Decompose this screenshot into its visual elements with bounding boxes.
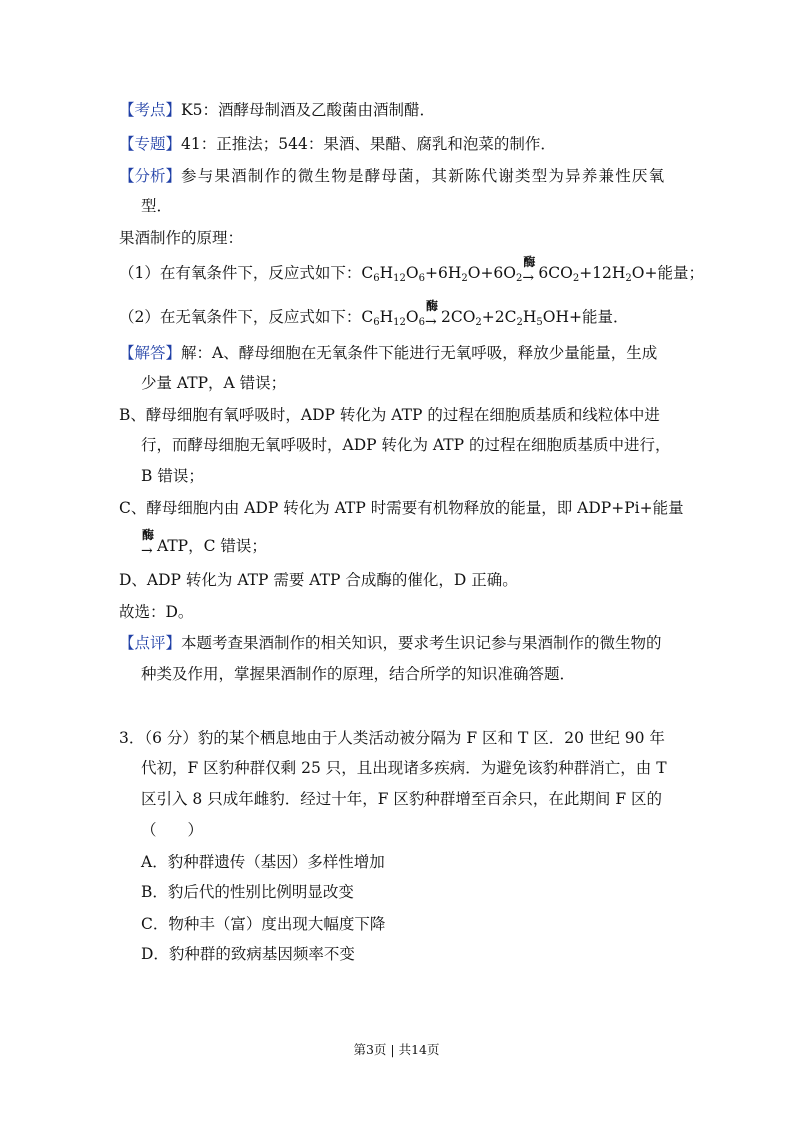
fenxi-text-1: 参与果酒制作的微生物是酵母菌，其新陈代谢类型为异养兼性厌氧 (181, 167, 666, 185)
jieda-text-c2: ATP，C 错误； (157, 537, 267, 555)
enzyme-arrow-icon: 酶 → (522, 255, 536, 286)
principle-title: 果酒制作的原理： (119, 229, 244, 247)
enzyme-arrow-icon: 酶 → (141, 528, 155, 559)
equation-2 (119, 299, 629, 330)
jieda-text-a1: 解：A、酵母细胞在无氧条件下能进行无氧呼吸，释放少量能量，生成 (181, 344, 658, 362)
fenxi-line-2: 型． (141, 197, 173, 215)
jieda-line-b3: B 错误； (141, 467, 204, 485)
zhuanti-text: 41：正推法；544：果酒、果醋、腐乳和泡菜的制作． (181, 135, 556, 153)
dianping-line-2: 种类及作用，掌握果酒制作的原理，结合所学的知识准确答题． (141, 665, 576, 683)
jieda-answer: 故选：D。 (119, 603, 194, 621)
enzyme-arrow-icon: 酶 → (424, 299, 438, 330)
question3-line-2: 代初，F 区豹种群仅剩 25 只，且出现诸多疾病．为避免该豹种群消亡，由 T (141, 759, 667, 777)
question3-line-1: 3．（6 分）豹的某个栖息地由于人类活动被分隔为 F 区和 T 区．20 世纪 90 年 (119, 729, 665, 747)
enzyme-label: 酶 (425, 299, 438, 313)
equation-1-prefix: （1）在有氧条件下，反应式如下： (119, 264, 362, 282)
jieda-line-d1: D、ADP 转化为 ATP 需要 ATP 合成酶的催化，D 正确。 (119, 571, 518, 589)
kaodian-line (119, 99, 435, 121)
jieda-line-b2: 行，而酵母细胞无氧呼吸时，ADP 转化为 ATP 的过程在细胞质基质中进行， (141, 436, 671, 454)
enzyme-label: 酶 (523, 255, 536, 269)
zhuanti-tag: 【专题】 (119, 135, 182, 153)
equation-1-formula: $C_6H_{12}O_6+6H_2O+6O_2$ 酶 → $6CO_2+12H_2O+$能量； (361, 255, 704, 286)
question3-blank: （ ） (141, 821, 204, 839)
question3-line-3: 区引入 8 只成年雌豹．经过十年，F 区豹种群增至百余只，在此期间 F 区的 (141, 790, 663, 808)
option-d: D．豹种群的致病基因频率不变 (141, 945, 355, 963)
kaodian-text: K5：酒酵母制酒及乙酸菌由酒制醋． (181, 101, 435, 119)
dianping-line-1 (119, 632, 662, 654)
dianping-text-1: 本题考查果酒制作的相关知识，要求考生识记参与果酒制作的微生物的 (181, 634, 662, 652)
jieda-line-a2: 少量 ATP，A 错误； (141, 374, 287, 392)
jieda-line-b1: B、酵母细胞有氧呼吸时，ADP 转化为 ATP 的过程在细胞质基质和线粒体中进 (119, 406, 660, 424)
jieda-line-a1 (119, 342, 657, 364)
zhuanti-line (119, 133, 556, 155)
fenxi-line-1 (119, 165, 665, 187)
kaodian-tag: 【考点】 (119, 101, 182, 119)
enzyme-label: 酶 (142, 528, 155, 542)
equation-1 (119, 255, 704, 286)
jieda-line-c1: C、酵母细胞内由 ADP 转化为 ATP 时需要有机物释放的能量，即 ADP+Pi+能量 (119, 499, 684, 517)
dianping-tag: 【点评】 (119, 634, 182, 652)
option-c: C．物种丰（富）度出现大幅度下降 (141, 915, 386, 933)
equation-2-prefix: （2）在无氧条件下，反应式如下： (119, 308, 362, 326)
equation-2-formula: $C_6H_{12}O_6$ 酶 → $2CO_2+2C_2H_5OH+$能量． (361, 299, 629, 330)
option-b: B．豹后代的性别比例明显改变 (141, 883, 354, 901)
option-a: A．豹种群遗传（基因）多样性增加 (141, 853, 385, 871)
page-footer: 第3页 | 共14页 (353, 1042, 440, 1057)
fenxi-tag: 【分析】 (119, 167, 182, 185)
jieda-tag: 【解答】 (119, 344, 182, 362)
jieda-line-c2 (141, 528, 267, 559)
